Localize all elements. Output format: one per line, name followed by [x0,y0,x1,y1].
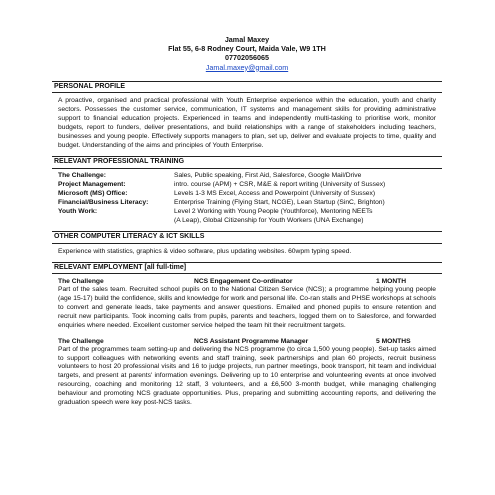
training-value: Enterprise Training (Flying Start, NCGE), Lean Startup (SinC, Brighton) [174,198,385,206]
section-heading-training: RELEVANT PROFESSIONAL TRAINING [52,156,442,169]
email-link[interactable]: Jamal.maxey@gmail.com [205,62,289,72]
training-value: (A Leap), Global Citizenship for Youth Workers (UNA Exchange) [174,217,364,225]
section-heading-employment: RELEVANT EMPLOYMENT [all full-time] [52,262,442,275]
computer-skills-text: Experience with statistics, graphics & video software, plus updating websites. 60wpm typing speed. [58,247,352,255]
training-row [58,207,436,216]
job-header [52,277,442,286]
training-label: Financial/Business Literacy: [58,198,149,206]
profile-text: A proactive, organised and practical professional with Youth Enterprise experience within the education, youth and charity sectors. Possesses the customer service, communication, IT systems and management skills for providing administrative support to financial education projects. Experienced in teams and independently multi-tasking to prioritise work, monitor budgets, report to funders, deliver presentations, and build relationships with a range of stakeholders including teachers, businesses and young people. Effectively supports managers to plan, set up, deliver and evaluate projects to time, quality and budget. Understanding of the aims and principles of Youth Enterprise. [58,97,436,150]
job-role: NCS Assistant Programme Manager [194,337,309,345]
job-description: Part of the programmes team setting-up and delivering the NCS programme (to circa 1,500 young people). Set-up tasks aimed to support colleagues with networking events and staff training, seek partnerships and plan 60 projects, recruit business volunteers to host 20 professional visits and 16 to judge projects, run partner meetings, book transport, hit team and individual targets, and present at parents' information evenings. Delivering up to 10 enterprise and volunteering events at once involved resourcing, coaching and monitoring 12 staff, 3 volunteers, and a £6,500 3-month budget, while managing challenging behaviour and promoting NCS graduate opportunities. Plus, preparing and submitting accounting reports, and delivering the graduation speech were key post-NCS tasks. [58,345,436,407]
address: Flat 55, 6-8 Rodney Court, Maida Vale, W9 1TH [168,44,326,54]
training-value: intro. course (APM) + CSR, M&E & report writing (University of Sussex) [174,180,386,188]
training-row [58,180,436,189]
training-row [58,171,436,180]
training-value: Level 2 Working with Young People (Youthforce), Mentoring NEETs [174,208,373,215]
training-label: The Challenge: [58,171,106,179]
job-duration: 5 MONTHS [376,337,411,345]
candidate-name: Jamal Maxey [224,35,270,44]
job-description: Part of the sales team. Recruited school pupils on to the National Citizen Service (NCS); a programme helping young people (age 15-17) build the confidence, skills and knowledge for work and personal life. Co-ran stalls and PHSE workshops at schools to convert and generate leads, take payments and answer questions. Emailed and phoned pupils to ensure retention and recruit new participants. Took incoming calls from pupils, parents and teachers, logged them on to Salesforce, and forwarded enquiries where needed. Excellent customer service helped the team hit their recruitment targets. [58,286,436,329]
training-value: Levels 1-3 MS Excel, Access and Powerpoint (University of Sussex) [174,189,376,197]
job-organisation: The Challenge [58,337,104,345]
training-row [58,216,436,225]
training-row [58,198,436,207]
training-value: Sales, Public speaking, First Aid, Salesforce, Google Mail/Drive [174,171,362,179]
training-label: Project Management: [58,180,126,188]
training-list [52,169,442,225]
job-role: NCS Engagement Co-ordinator [194,278,293,286]
section-heading-profile: PERSONAL PROFILE [52,81,442,94]
training-label: Youth Work: [58,208,98,215]
cv-page [52,0,442,408]
contact-header [52,35,442,72]
training-row [58,189,436,198]
job-duration: 1 MONTH [376,278,407,286]
job-header [52,337,442,346]
training-label: Microsoft (MS) Office: [58,189,128,197]
section-heading-computer: OTHER COMPUTER LITERACY & ICT SKILLS [52,231,442,244]
job-organisation: The Challenge [58,278,104,286]
phone-number: 07702056065 [225,53,269,63]
